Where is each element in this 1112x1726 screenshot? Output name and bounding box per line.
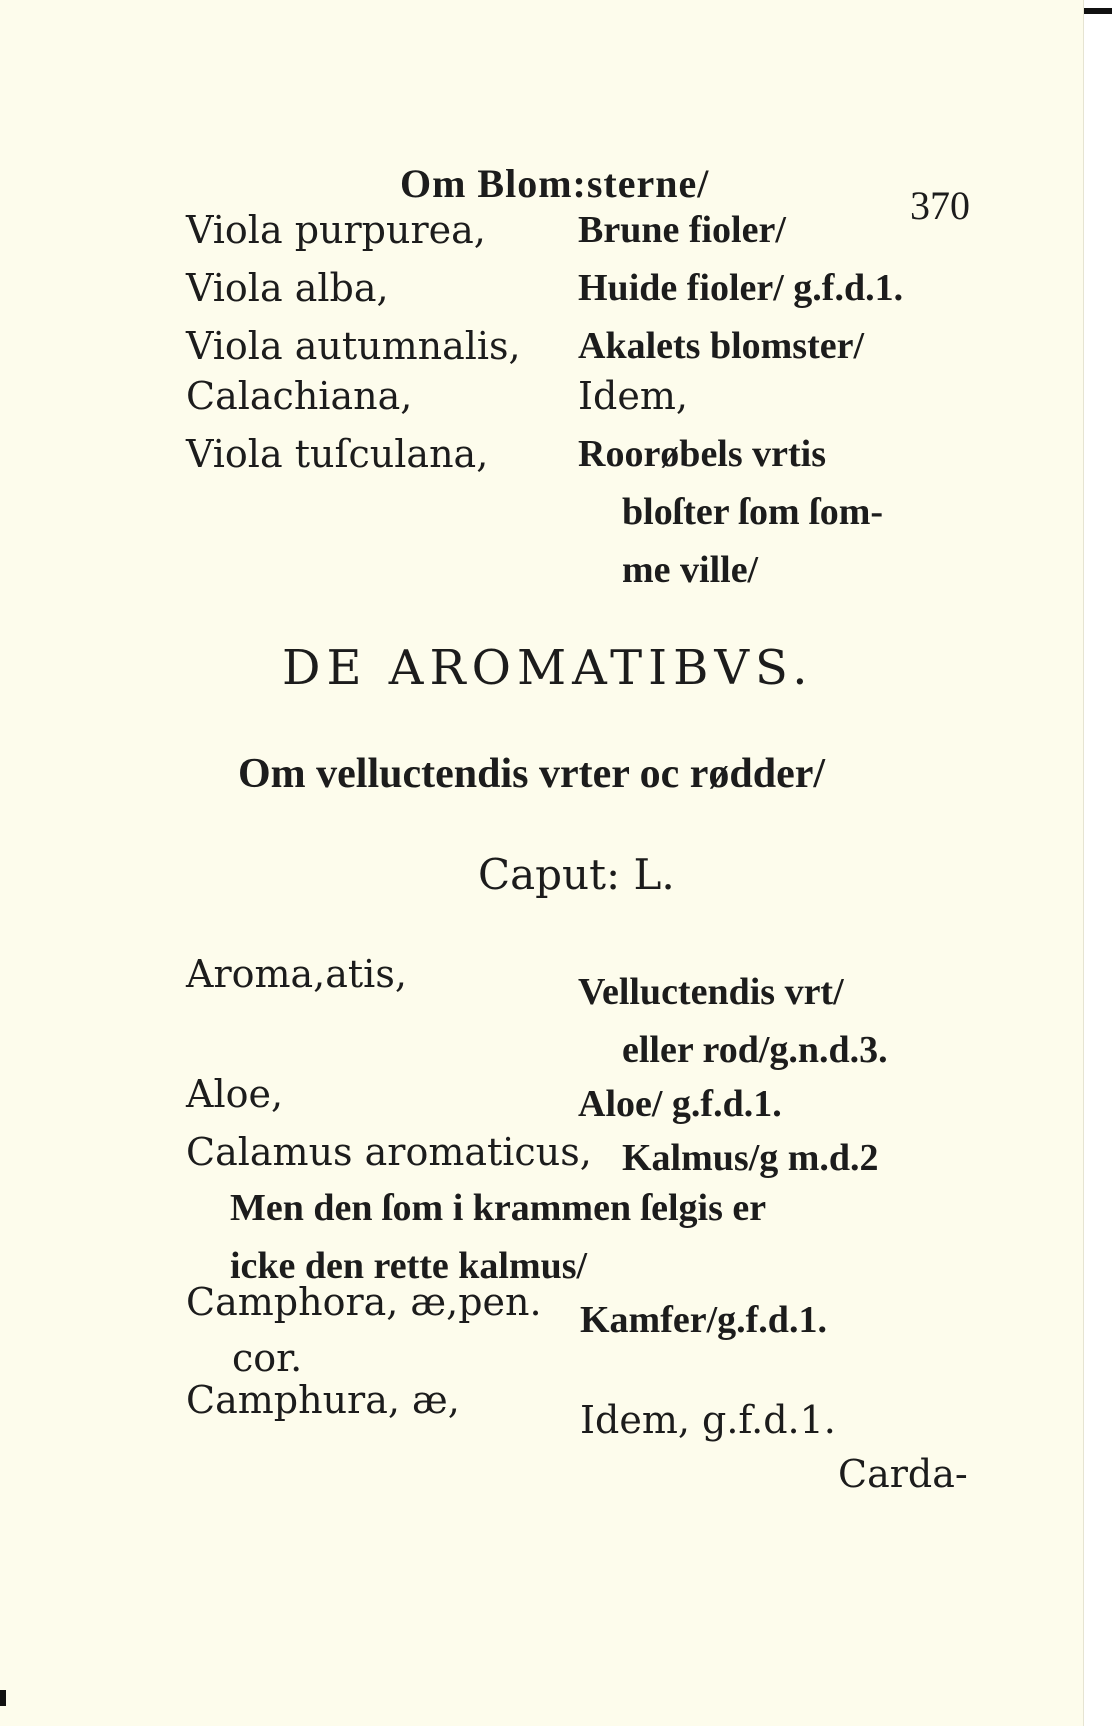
danish-term: Velluctendis vrt/ xyxy=(578,971,844,1013)
latin-term: Aloe, xyxy=(186,1072,284,1116)
danish-term: Roorøbels vrtis xyxy=(578,433,827,475)
danish-term: Idem, g.f.d.1. xyxy=(580,1398,836,1442)
page-edge xyxy=(1083,0,1112,1726)
section-title: DE AROMATIBVS. xyxy=(282,640,814,696)
section-subtitle: Om velluctendis vrter oc rødder/ xyxy=(238,751,826,797)
latin-term: Viola alba, xyxy=(186,266,389,310)
danish-term: Kamfer/g.f.d.1. xyxy=(580,1299,827,1341)
latin-term: Camphura, æ, xyxy=(186,1378,460,1422)
danish-term: Akalets blomster/ xyxy=(578,325,865,367)
continuation-line: me ville/ xyxy=(622,549,759,591)
latin-term: Viola autumnalis, xyxy=(186,324,521,368)
note-line: icke den rette kalmus/ xyxy=(230,1245,588,1287)
page-number: 370 xyxy=(910,183,970,228)
continuation-line: bloſter ſom ſom- xyxy=(622,491,884,533)
scan-mark-top xyxy=(1084,8,1112,14)
latin-term: Calachiana, xyxy=(186,374,413,418)
continuation-line: eller rod/g.n.d.3. xyxy=(622,1029,888,1071)
note-line: Men den ſom i krammen ſelgis er xyxy=(230,1187,767,1229)
danish-term: Kalmus/g m.d.2 xyxy=(622,1137,879,1179)
scan-mark-bottom xyxy=(0,1690,6,1706)
danish-term: Brune fioler/ xyxy=(578,209,786,251)
latin-term: Aroma,atis, xyxy=(186,952,407,996)
latin-term: Viola tuſculana, xyxy=(186,432,489,476)
danish-term: Aloe/ g.f.d.1. xyxy=(578,1083,782,1125)
latin-term: Calamus aromaticus, xyxy=(186,1130,592,1174)
latin-term: Camphora, æ,pen. xyxy=(186,1280,542,1324)
danish-term: Huide fioler/ g.f.d.1. xyxy=(578,267,904,309)
running-head: Om Blom:sterne/ xyxy=(400,161,710,206)
chapter-heading: Caput: L. xyxy=(478,850,675,899)
continuation-line: cor. xyxy=(232,1336,303,1380)
catchword: Carda- xyxy=(838,1452,968,1496)
danish-term: Idem, xyxy=(578,374,688,418)
latin-term: Viola purpurea, xyxy=(186,208,486,252)
